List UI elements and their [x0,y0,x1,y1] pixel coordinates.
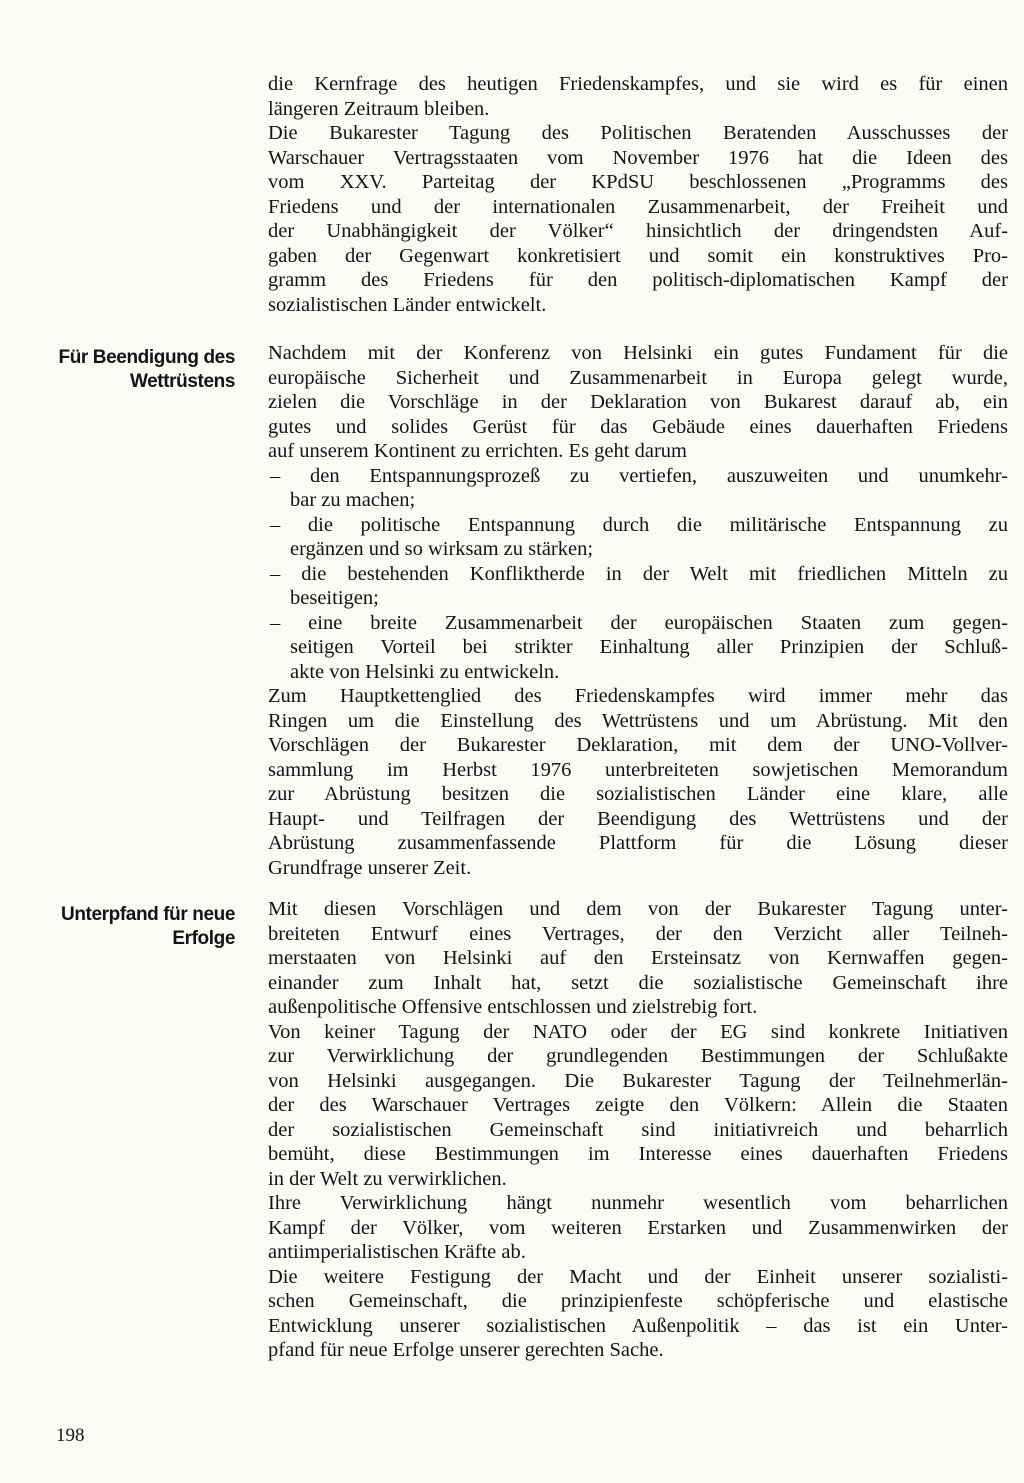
text-line: Kampf der Völker, vom weiteren Erstarken und Zusammenwirken der [268,1217,1008,1239]
list-item-line: akte von Helsinki zu entwickeln. [290,661,560,683]
text-line: auf unserem Kontinent zu errichten. Es geht darum [268,440,687,462]
text-line: Die weitere Festigung der Macht und der Einheit unserer sozialisti- [268,1266,1008,1288]
list-item-line: seitigen Vorteil bei strikter Einhaltung aller Prinzipien der Schluß- [290,636,1008,658]
text-line: Ringen um die Einstellung des Wettrüstens und um Abrüstung. Mit den [268,710,1008,732]
text-line: merstaaten von Helsinki auf den Ersteinsatz von Kernwaffen gegen- [268,947,1008,969]
margin-note-line: Für Beendigung des [58,347,235,368]
text-line: gaben der Gegenwart konkretisiert und somit ein konstruktives Pro- [268,245,1008,267]
margin-note-unterpfand [30,903,235,951]
text-line: zur Abrüstung besitzen die sozialistischen Länder eine klare, alle [268,783,1008,805]
text-line: Friedens und der internationalen Zusammenarbeit, der Freiheit und [268,196,1008,218]
text-line: gutes und solides Gerüst für das Gebäude eines dauerhaften Friedens [268,416,1008,438]
text-line: in der Welt zu verwirklichen. [268,1168,507,1190]
text-line: Zum Hauptkettenglied des Friedenskampfes wird immer mehr das [268,685,1008,707]
text-line: Ihre Verwirklichung hängt nunmehr wesentlich vom beharrlichen [268,1192,1008,1214]
list-item-line: – die bestehenden Konfliktherde in der Welt mit friedlichen Mitteln zu [270,563,1008,585]
text-line: zielen die Vorschläge in der Deklaration von Bukarest darauf ab, ein [268,391,1008,413]
text-line: Nachdem mit der Konferenz von Helsinki ein gutes Fundament für die [268,342,1008,364]
text-line: Von keiner Tagung der NATO oder der EG sind konkrete Initiativen [268,1021,1008,1043]
text-line: Vorschlägen der Bukarester Deklaration, mit dem der UNO-Vollver- [268,734,1008,756]
list-item-line: – den Entspannungsprozeß zu vertiefen, auszuweiten und unumkehr- [270,465,1008,487]
list-item-line: ergänzen und so wirksam zu stärken; [290,538,594,560]
text-line: Warschauer Vertragsstaaten vom November 1976 hat die Ideen des [268,147,1008,169]
margin-note-line: Erfolge [172,928,235,949]
text-line: der sozialistischen Gemeinschaft sind initiativreich und beharrlich [268,1119,1008,1141]
text-line: der Unabhängigkeit der Völker“ hinsichtlich der dringendsten Auf- [268,220,1008,242]
text-line: Abrüstung zusammenfassende Plattform für die Lösung dieser [268,832,1008,854]
page-number: 198 [56,1425,85,1446]
text-line: die Kernfrage des heutigen Friedenskampfes, und sie wird es für einen [268,73,1008,95]
text-line: der des Warschauer Vertrages zeigte den Völkern: Allein die Staaten [268,1094,1008,1116]
text-line: sozialistischen Länder entwickelt. [268,294,547,316]
text-line: sammlung im Herbst 1976 unterbreiteten sowjetischen Memorandum [268,759,1008,781]
text-line: von Helsinki ausgegangen. Die Bukarester Tagung der Teilnehmerlän- [268,1070,1008,1092]
text-line: zur Verwirklichung der grundlegenden Bestimmungen der Schlußakte [268,1045,1008,1067]
text-line: längeren Zeitraum bleiben. [268,98,490,120]
list-item-line: bar zu machen; [290,489,416,511]
margin-note-line: Unterpfand für neue [61,904,235,925]
text-line: breiteten Entwurf eines Vertrages, der den Verzicht aller Teilneh- [268,923,1008,945]
text-line: Haupt- und Teilfragen der Beendigung des Wettrüstens und der [268,808,1008,830]
list-item-line: – eine breite Zusammenarbeit der europäischen Staaten zum gegen- [270,612,1008,634]
text-line: antiimperialistischen Kräfte ab. [268,1241,526,1263]
text-line: schen Gemeinschaft, die prinzipienfeste schöpferische und elastische [268,1290,1008,1312]
margin-note-line: Wettrüstens [129,371,235,392]
text-line: Entwicklung unserer sozialistischen Außenpolitik – das ist ein Unter- [268,1315,1008,1337]
text-line: vom XXV. Parteitag der KPdSU beschlossenen „Programms des [268,171,1008,193]
text-line: europäische Sicherheit und Zusammenarbeit in Europa gelegt wurde, [268,367,1008,389]
text-line: Mit diesen Vorschlägen und dem von der Bukarester Tagung unter- [268,898,1008,920]
list-item-line: beseitigen; [290,587,379,609]
text-line: Grundfrage unserer Zeit. [268,857,472,879]
text-line: bemüht, diese Bestimmungen im Interesse eines dauerhaften Friedens [268,1143,1008,1165]
list-item-line: – die politische Entspannung durch die militärische Entspannung zu [270,514,1008,536]
text-line: Die Bukarester Tagung des Politischen Beratenden Ausschusses der [268,122,1008,144]
text-line: gramm des Friedens für den politisch-diplomatischen Kampf der [268,269,1008,291]
text-line: einander zum Inhalt hat, setzt die sozialistische Gemeinschaft ihre [268,972,1008,994]
text-line: pfand für neue Erfolge unserer gerechten Sache. [268,1339,664,1361]
text-line: außenpolitische Offensive entschlossen und zielstrebig fort. [268,996,758,1018]
margin-note-wettruesten [30,346,235,394]
